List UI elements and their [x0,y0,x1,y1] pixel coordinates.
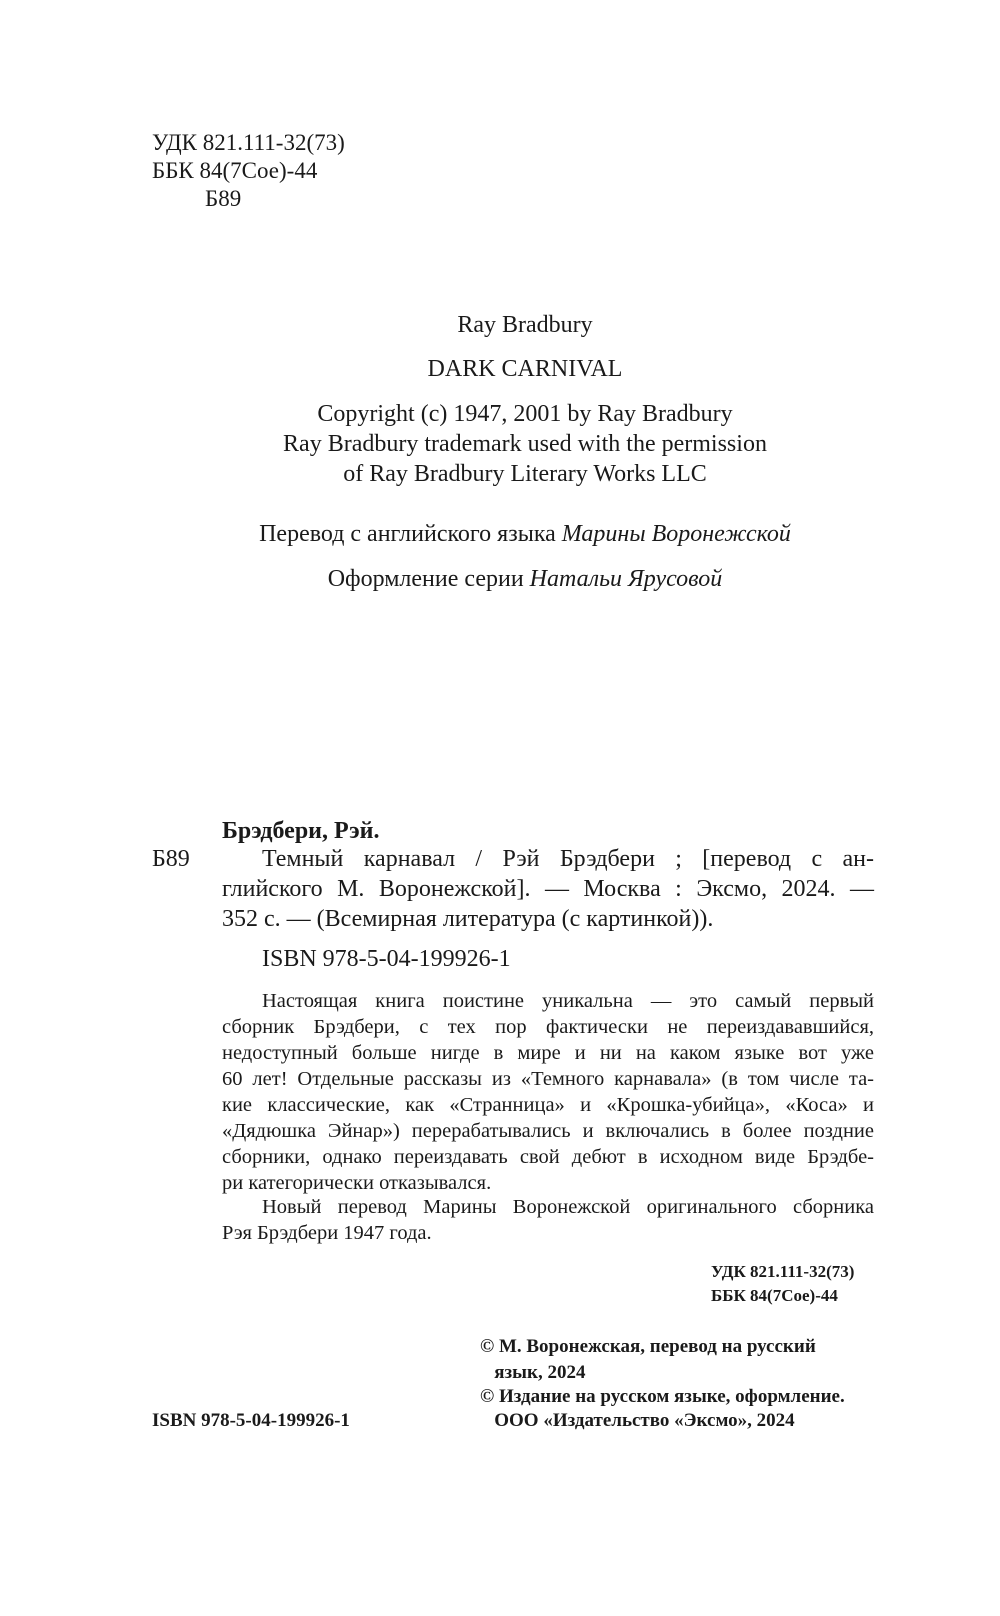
catalog-mark: Б89 [152,846,190,872]
catalog-isbn: ISBN 978-5-04-199926-1 [262,946,511,972]
footer-copyright-line: © Издание на русском языке, оформление. [480,1386,845,1407]
original-copyright-line: Copyright (c) 1947, 2001 by Ray Bradbury [317,401,733,427]
author-mark: Б89 [205,186,242,211]
annotation-line: сборник Брэдбери, с тех пор фактически не переиздававшийся, [222,1016,874,1038]
annotation-line: ри категорически отказывался. [222,1172,492,1194]
annotation-line: кие классические, как «Странница» и «Крошка-убийца», «Коса» и [222,1094,874,1116]
original-author: Ray Bradbury [457,312,593,338]
footer-copyright-line: © М. Воронежская, перевод на русский [480,1336,816,1357]
catalog-udk-code: УДК 821.111-32(73) [711,1262,855,1281]
annotation-line: недоступный больше нигде в мире и ни на каком языке вот уже [222,1042,874,1064]
annotation-line: «Дядюшка Эйнар») перерабатывались и включались в более поздние [222,1120,874,1142]
annotation-line: 60 лет! Отдельные рассказы из «Темного карнавала» (в том числе та- [222,1068,874,1090]
bbk-code: ББК 84(7Сое)-44 [152,158,318,183]
original-copyright-line: Ray Bradbury trademark used with the permission [283,431,767,457]
catalog-heading: Брэдбери, Рэй. [222,818,380,844]
catalog-bbk-code: ББК 84(7Сое)-44 [711,1286,838,1305]
annotation-line: Рэя Брэдбери 1947 года. [222,1222,432,1244]
original-copyright-line: of Ray Bradbury Literary Works LLC [343,461,707,487]
annotation-line: Новый перевод Марины Воронежской оригинального сборника [262,1196,874,1218]
annotation-line: Настоящая книга поистине уникальна — это самый первый [262,990,874,1012]
translation-credit [0,521,1000,548]
annotation-line: сборники, однако переиздавать свой дебют в исходном виде Брэдбе- [222,1146,874,1168]
original-title: DARK CARNIVAL [427,356,623,382]
catalog-description-line: Темный карнавал / Рэй Брэдбери ; [перевод с ан- [262,846,874,872]
translator-name: Марины Воронежской [561,521,791,547]
catalog-description-line: 352 с. — (Всемирная литература (с картинкой)). [222,906,714,932]
design-label: Оформление серии [327,566,524,592]
design-credit [0,566,1000,593]
catalog-description-line: глийского М. Воронежской]. — Москва : Эксмо, 2024. — [222,876,874,902]
footer-copyright-line: язык, 2024 [480,1362,586,1383]
footer-copyright-line: ООО «Издательство «Эксмо», 2024 [480,1410,795,1431]
designer-name: Натальи Ярусовой [529,566,723,592]
udk-code: УДК 821.111-32(73) [152,130,345,155]
footer-isbn: ISBN 978-5-04-199926-1 [152,1410,350,1431]
translation-label: Перевод с английского языка [259,521,556,547]
